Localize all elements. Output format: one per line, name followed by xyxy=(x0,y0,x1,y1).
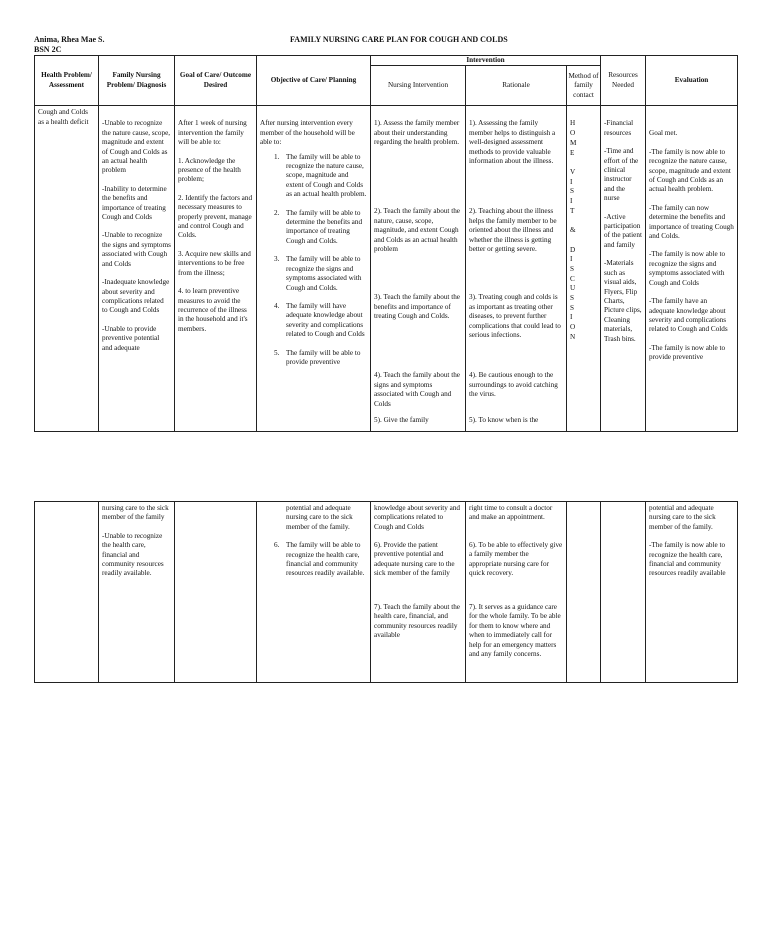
col-nursing-intervention: Nursing Intervention xyxy=(371,66,466,106)
objective-item xyxy=(260,153,367,200)
objective-text: The family will be able to recognize the health care, financial and community resources readily available. xyxy=(286,541,365,578)
intervention-item: 7). Teach the family about the health care, financial, and community resources readily available xyxy=(374,603,460,640)
method-letter: T xyxy=(570,206,575,215)
method-letter: I xyxy=(570,313,573,322)
care-plan-table-page1 xyxy=(34,55,738,432)
method-letter: S xyxy=(570,264,574,273)
goal-item: 2. Identify the factors and necessary measures to properly prevent, manage and control Cough and Colds. xyxy=(178,193,253,240)
method-letter: O xyxy=(570,129,576,138)
objective-cell xyxy=(257,106,371,432)
col-health-problem: Health Problem/ Assessment xyxy=(35,56,99,106)
method-letter: E xyxy=(570,148,575,157)
student-section: BSN 2C xyxy=(34,45,62,54)
nursing-problem-item: -Inadequate knowledge about severity and complications related to Cough and Colds xyxy=(102,278,170,315)
objective-number: 4. xyxy=(274,301,280,310)
objective-text: The family will be able to provide preventive xyxy=(286,348,361,366)
nursing-problem-item: -Unable to recognize the health care, financial and community resources readily available. xyxy=(102,531,164,578)
intervention-item: 4). Teach the family about the signs and symptoms associated with Cough and Colds xyxy=(374,371,460,408)
resource-item: -Active participation of the patient and family xyxy=(604,212,642,249)
evaluation-item: -The family is now able to recognize the nature cause, scope, magnitude and extent of Cough and Colds as an actual health problem. xyxy=(649,147,731,194)
objective-text: The family will be able to recognize the nature cause, scope, magnitude and extent of Cough and Colds as an actual health problem. xyxy=(286,152,367,199)
rationale-item: 1). Assessing the family member helps to distinguish a well-designed assessment methods to provide valuable information about the illness. xyxy=(469,119,556,166)
intervention-item: 6). Provide the patient preventive potential and adequate nursing care to the sick member of the family xyxy=(374,541,455,578)
page-title: FAMILY NURSING CARE PLAN FOR COUGH AND COLDS xyxy=(290,35,508,44)
objective-item xyxy=(260,541,367,579)
evaluation-item: -The family is now able to recognize the health care, financial and community resources readily available xyxy=(649,541,726,578)
rationale-item: 7). It serves as a guidance care for the whole family. To be able for them to know where and when to immediately call for help for an emergency matters and any family concerns. xyxy=(469,603,561,659)
objective-cell-cont xyxy=(257,502,371,683)
resources-cell xyxy=(601,106,646,432)
method-cell xyxy=(567,106,601,432)
col-goal: Goal of Care/ Outcome Desired xyxy=(175,56,257,106)
resources-cell-cont xyxy=(601,502,646,683)
method-letter: S xyxy=(570,303,574,312)
method-letter: M xyxy=(570,138,577,147)
method-letter: O xyxy=(570,323,576,332)
nursing-problem-item: -Unable to recognize the nature cause, scope, magnitude and extent of Cough and Colds as an actual health problem xyxy=(102,119,171,175)
rationale-cell-cont xyxy=(466,502,567,683)
objective-item xyxy=(260,209,367,247)
intervention-item: 2). Teach the family about the nature, cause, scope, magnitude, and extent Cough and Colds as an actual health problem xyxy=(374,207,460,254)
col-objective: Objective of Care/ Planning xyxy=(257,56,371,106)
objective-number: 1. xyxy=(274,152,280,161)
col-resources: Resources Needed xyxy=(601,56,646,106)
evaluation-cell-cont xyxy=(646,502,738,683)
evaluation-item: -The family is now able to recognize the signs and symptoms associated with Cough and Colds xyxy=(649,250,726,287)
objective-text: The family will be able to recognize the signs and symptoms associated with Cough and Colds. xyxy=(286,255,362,292)
intervention-item: 3). Teach the family about the benefits and importance of treating Cough and Colds. xyxy=(374,293,460,321)
objective-item xyxy=(260,349,367,368)
objective-number: 3. xyxy=(274,255,280,264)
method-letter: I xyxy=(570,197,573,206)
goal-item: 3. Acquire new skills and interventions to be free from the illness; xyxy=(178,249,251,277)
col-intervention-group: Intervention xyxy=(371,56,601,66)
goal-cell xyxy=(175,106,257,432)
objective-item xyxy=(260,255,367,293)
health-problem-text: Cough and Colds as a health deficit xyxy=(38,108,89,126)
rationale-item: right time to consult a doctor and make an appointment. xyxy=(469,504,553,522)
nursing-problem-item: nursing care to the sick member of the family xyxy=(102,504,169,522)
method-letter: N xyxy=(570,332,576,341)
nursing-problem-item: -Unable to provide preventive potential and adequate xyxy=(102,324,160,352)
objective-intro: After nursing intervention every member of the household will be able to: xyxy=(260,119,355,147)
evaluation-item: Goal met. xyxy=(649,129,678,138)
rationale-item: 2). Teaching about the illness helps the family member to be oriented about the illness and whether the illness is getting better or getting severe. xyxy=(469,207,557,254)
goal-intro: After 1 week of nursing intervention the family will be able to: xyxy=(178,119,247,147)
method-ampersand: & xyxy=(570,226,576,235)
care-plan-table-page2 xyxy=(34,501,738,683)
evaluation-item: potential and adequate nursing care to the sick member of the family. xyxy=(649,504,716,531)
intervention-item: 5). Give the family xyxy=(374,416,429,425)
method-letter: V xyxy=(570,167,576,176)
objective-text: The family will be able to determine the benefits and importance of treating Cough and Colds. xyxy=(286,208,363,245)
objective-text: The family will have adequate knowledge about severity and complications related to Cough and Colds xyxy=(286,301,365,339)
rationale-item: 6). To be able to effectively give a family member the appropriate nursing care for quick recovery. xyxy=(469,541,563,578)
goal-item: 1. Acknowledge the presence of the health problem; xyxy=(178,156,241,184)
goal-cell-cont xyxy=(175,502,257,683)
objective-item xyxy=(260,302,367,340)
rationale-item: 5). To know when is the xyxy=(469,416,539,425)
method-letter: S xyxy=(570,187,574,196)
method-letter: H xyxy=(570,119,576,128)
evaluation-item: -The family have an adequate knowledge about severity and complications related to Cough and Colds xyxy=(649,297,728,334)
evaluation-cell xyxy=(646,106,738,432)
rationale-item: 3). Treating cough and colds is as important as treating other diseases, to prevent further complications that could lead to serious infections. xyxy=(469,293,561,340)
rationale-item: 4). Be cautious enough to the surroundings to avoid catching the virus. xyxy=(469,371,558,399)
method-letter: D xyxy=(570,245,576,254)
nursing-problem-cell xyxy=(99,106,175,432)
health-problem-cell-cont xyxy=(35,502,99,683)
objective-continued: potential and adequate nursing care to the sick member of the family. xyxy=(286,504,353,531)
intervention-item: knowledge about severity and complications related to Cough and Colds xyxy=(374,504,461,531)
goal-item: 4. to learn preventive measures to avoid the recurrence of the illness in the household and it's members. xyxy=(178,287,248,333)
student-name: Anima, Rhea Mae S. xyxy=(34,35,105,44)
col-evaluation: Evaluation xyxy=(646,56,738,106)
method-letter: U xyxy=(570,284,576,293)
intervention-cell-cont xyxy=(371,502,466,683)
resource-item: -Materials such as visual aids, Flyers, Flip Charts, Picture clips, Cleaning materials, Trash bins. xyxy=(604,259,642,343)
evaluation-item: -The family is now able to provide preventive xyxy=(649,343,726,362)
col-method: Method of family contact xyxy=(567,66,601,106)
col-nursing-problem: Family Nursing Problem/ Diagnosis xyxy=(99,56,175,106)
nursing-problem-item: -Unable to recognize the signs and symptoms associated with Cough and Colds xyxy=(102,231,171,268)
objective-number: 6. xyxy=(274,541,280,550)
method-cell-cont xyxy=(567,502,601,683)
col-rationale: Rationale xyxy=(466,66,567,106)
method-letter: C xyxy=(570,274,575,283)
nursing-problem-cell-cont xyxy=(99,502,175,683)
resource-item: -Time and effort of the clinical instructor and the nurse xyxy=(604,147,639,203)
method-letter: I xyxy=(570,177,573,186)
resource-item: -Financial resources xyxy=(604,119,634,137)
intervention-item: 1). Assess the family member about their understanding regarding the health problem. xyxy=(374,119,460,147)
method-letter: S xyxy=(570,294,574,303)
rationale-cell xyxy=(466,106,567,432)
evaluation-item: -The family can now determine the benefits and importance of treating Cough and Colds. xyxy=(649,203,734,241)
objective-number: 5. xyxy=(274,348,280,357)
nursing-problem-item: -Inability to determine the benefits and importance of treating Cough and Colds xyxy=(102,184,167,222)
intervention-cell xyxy=(371,106,466,432)
objective-number: 2. xyxy=(274,208,280,217)
health-problem-cell xyxy=(35,106,99,432)
method-letter: I xyxy=(570,255,573,264)
